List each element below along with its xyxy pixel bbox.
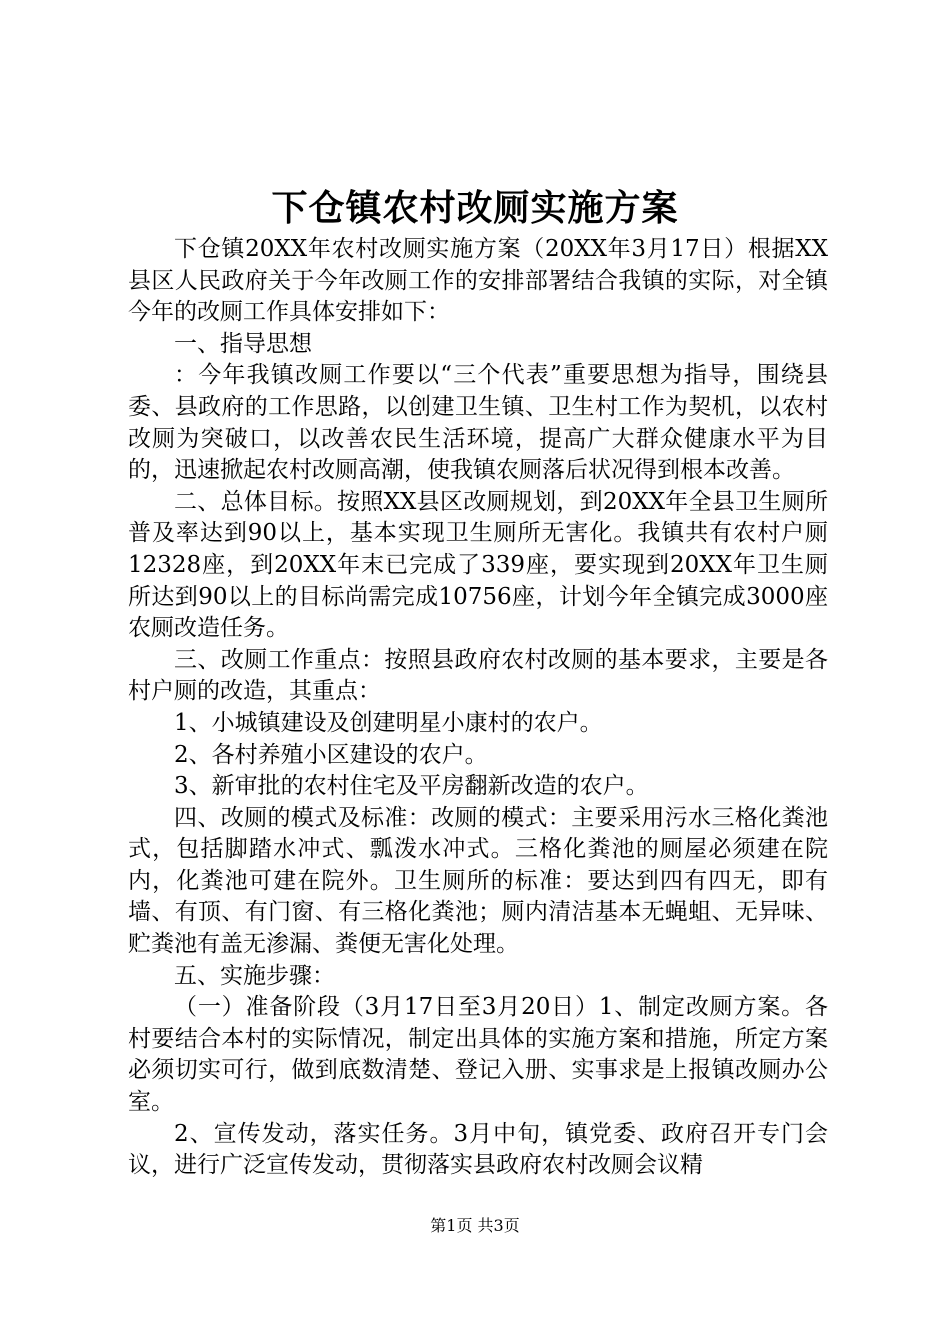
list-item-focus-2: 2、各村养殖小区建设的农户。 bbox=[174, 741, 488, 768]
document-title: 下仓镇农村改厕实施方案 bbox=[271, 187, 679, 229]
list-item-focus-3: 3、新审批的农村住宅及平房翻新改造的农户。 bbox=[174, 773, 649, 800]
paragraph-publicity: 2、宣传发动，落实任务。3月中旬，镇党委、政府召开专门会议，进行广泛宣传发动，贯彻落实县政府农村改厕会议精 bbox=[128, 1120, 828, 1179]
paragraph-intro: 下仓镇20XX年农村改厕实施方案（20XX年3月17日）根据XX县区人民政府关于今年改厕工作的安排部署结合我镇的实际，对全镇今年的改厕工作具体安排如下： bbox=[128, 236, 828, 326]
paragraph-preparation-stage: （一）准备阶段（3月17日至3月20日）1、制定改厕方案。各村要结合本村的实际情况，制定出具体的实施方案和措施，所定方案必须切实可行，做到底数清楚、登记入册、实事求是上报镇改厕办公室。 bbox=[128, 994, 828, 1116]
heading-implementation-steps: 五、实施步骤： bbox=[174, 962, 335, 989]
paragraph-work-focus: 三、改厕工作重点：按照县政府农村改厕的基本要求，主要是各村户厕的改造，其重点： bbox=[128, 646, 828, 705]
heading-guiding-ideology: 一、指导思想 bbox=[174, 330, 312, 357]
paragraph-models-standards: 四、改厕的模式及标准：改厕的模式：主要采用污水三格化粪池式，包括脚踏水冲式、瓢泼水冲式。三格化粪池的厕屋必须建在院内，化粪池可建在院外。卫生厕所的标准：要达到四有四无，即有墙、有顶、有门窗、有三格化粪池；厕内清洁基本无蝇蛆、无异味、贮粪池有盖无渗漏、粪便无害化处理。 bbox=[128, 804, 828, 958]
paragraph-guiding-ideology: ：今年我镇改厕工作要以“三个代表”重要思想为指导，围绕县委、县政府的工作思路，以创建卫生镇、卫生村工作为契机，以农村改厕为突破口，以改善农民生活环境，提高广大群众健康水平为目的，迅速掀起农村改厕高潮，使我镇农厕落后状况得到根本改善。 bbox=[128, 362, 828, 484]
page-footer: 第1页 共3页 bbox=[430, 1216, 520, 1235]
list-item-focus-1: 1、小城镇建设及创建明星小康村的农户。 bbox=[174, 709, 603, 736]
paragraph-overall-goal: 二、总体目标。按照XX县区改厕规划，到20XX年全县卫生厕所普及率达到90以上，基本实现卫生厕所无害化。我镇共有农村户厕12328座，到20XX年末已完成了339座，要实现到20XX年卫生厕所达到90以上的目标尚需完成10756座，计划今年全镇完成3000座农厕改造任务。 bbox=[128, 488, 828, 642]
document-body bbox=[128, 234, 828, 1182]
